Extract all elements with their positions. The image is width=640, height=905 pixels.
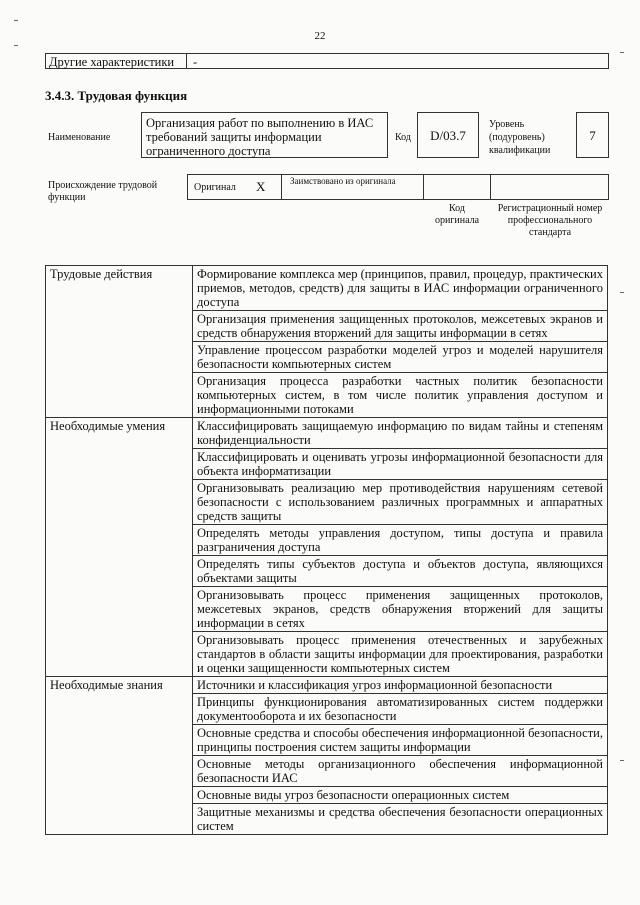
section-label: Необходимые знания (46, 677, 193, 835)
borrowed-cell (281, 174, 424, 200)
section-item: Определять методы управления доступом, типы доступа и правила разграничения доступа (193, 525, 608, 556)
original-code-caption: Код оригинала (434, 203, 480, 226)
section-item: Классифицировать и оценивать угрозы информационной безопасности для объекта информатизации (193, 449, 608, 480)
level-label: Уровень (подуровень) квалификации (489, 119, 551, 156)
level-value-box (576, 112, 609, 158)
margin-mark (14, 45, 18, 46)
borrowed-label: Заимствовано из оригинала (290, 176, 396, 186)
section-item: Основные средства и способы обеспечения информационной безопасности, принципы построения систем защиты информации (193, 725, 608, 756)
code-label: Код (395, 132, 411, 143)
section-item: Определять типы субъектов доступа и объектов доступа, являющихся объектами защиты (193, 556, 608, 587)
section-item: Организовывать процесс применения защищенных протоколов, межсетевых экранов, средств обнаружения вторжений для защиты информации в сетях (193, 587, 608, 632)
margin-mark (14, 20, 18, 21)
section-item: Основные методы организационного обеспечения информационной безопасности ИАС (193, 756, 608, 787)
section-item: Организация процесса разработки частных политик безопасности компьютерных систем, в том числе политик управления доступом и информационными потоками (193, 373, 608, 418)
function-code-box (417, 112, 479, 158)
section-item: Основные виды угроз безопасности операционных систем (193, 787, 608, 804)
original-mark: X (256, 179, 266, 194)
original-code-cell (423, 174, 491, 200)
name-label: Наименование (48, 132, 111, 143)
section-title: 3.4.3. Трудовая функция (45, 88, 188, 103)
margin-mark (620, 292, 624, 293)
section-item: Организовывать реализацию мер противодействия нарушениям сетевой безопасности с использованием различных программных и аппаратных средств защиты (193, 480, 608, 525)
margin-mark (620, 760, 624, 761)
original-cell (187, 174, 282, 200)
other-characteristics-value (186, 53, 609, 69)
original-label: Оригинал (194, 182, 236, 193)
origin-label: Происхождение трудовой функции (48, 180, 158, 203)
other-value-text: - (193, 55, 198, 69)
section-item: Классифицировать защищаемую информацию по видам тайны и степеням конфиденциальности (193, 418, 608, 449)
other-characteristics-label (45, 53, 187, 69)
function-code-text: D/03.7 (430, 128, 466, 143)
section-label: Трудовые действия (46, 266, 193, 418)
other-label-text: Другие характеристики (49, 55, 175, 69)
section-item: Формирование комплекса мер (принципов, правил, процедур, практических приемов, методов, средств) для защиты в ИАС информации ограниченного доступа (193, 266, 608, 311)
function-name-text: Организация работ по выполнению в ИАС требований защиты информации ограниченного доступа (146, 116, 374, 158)
section-item: Управление процессом разработки моделей угроз и моделей нарушителя безопасности компьютерных систем (193, 342, 608, 373)
registration-caption: Регистрационный номер профессионального стандарта (497, 203, 603, 238)
registration-number-cell (490, 174, 609, 200)
section-item: Источники и классификация угроз информационной безопасности (193, 677, 608, 694)
margin-mark (620, 52, 624, 53)
page-number: 22 (314, 30, 326, 42)
section-item: Защитные механизмы и средства обеспечения безопасности операционных систем (193, 804, 608, 835)
table-row (46, 677, 608, 694)
function-name-box (141, 112, 388, 158)
section-item: Принципы функционирования автоматизированных систем поддержки документооборота и их безопасности (193, 694, 608, 725)
section-item: Организовывать процесс применения отечественных и зарубежных стандартов в области защиты информации для проектирования, разработки и оценки защищенности компьютерных систем (193, 632, 608, 677)
labor-function-table (45, 265, 608, 835)
level-value-text: 7 (589, 128, 596, 143)
table-row (46, 266, 608, 311)
section-item: Организация применения защищенных протоколов, межсетевых экранов и средств обнаружения вторжений для защиты информации в сетях (193, 311, 608, 342)
section-label: Необходимые умения (46, 418, 193, 677)
table-row (46, 418, 608, 449)
